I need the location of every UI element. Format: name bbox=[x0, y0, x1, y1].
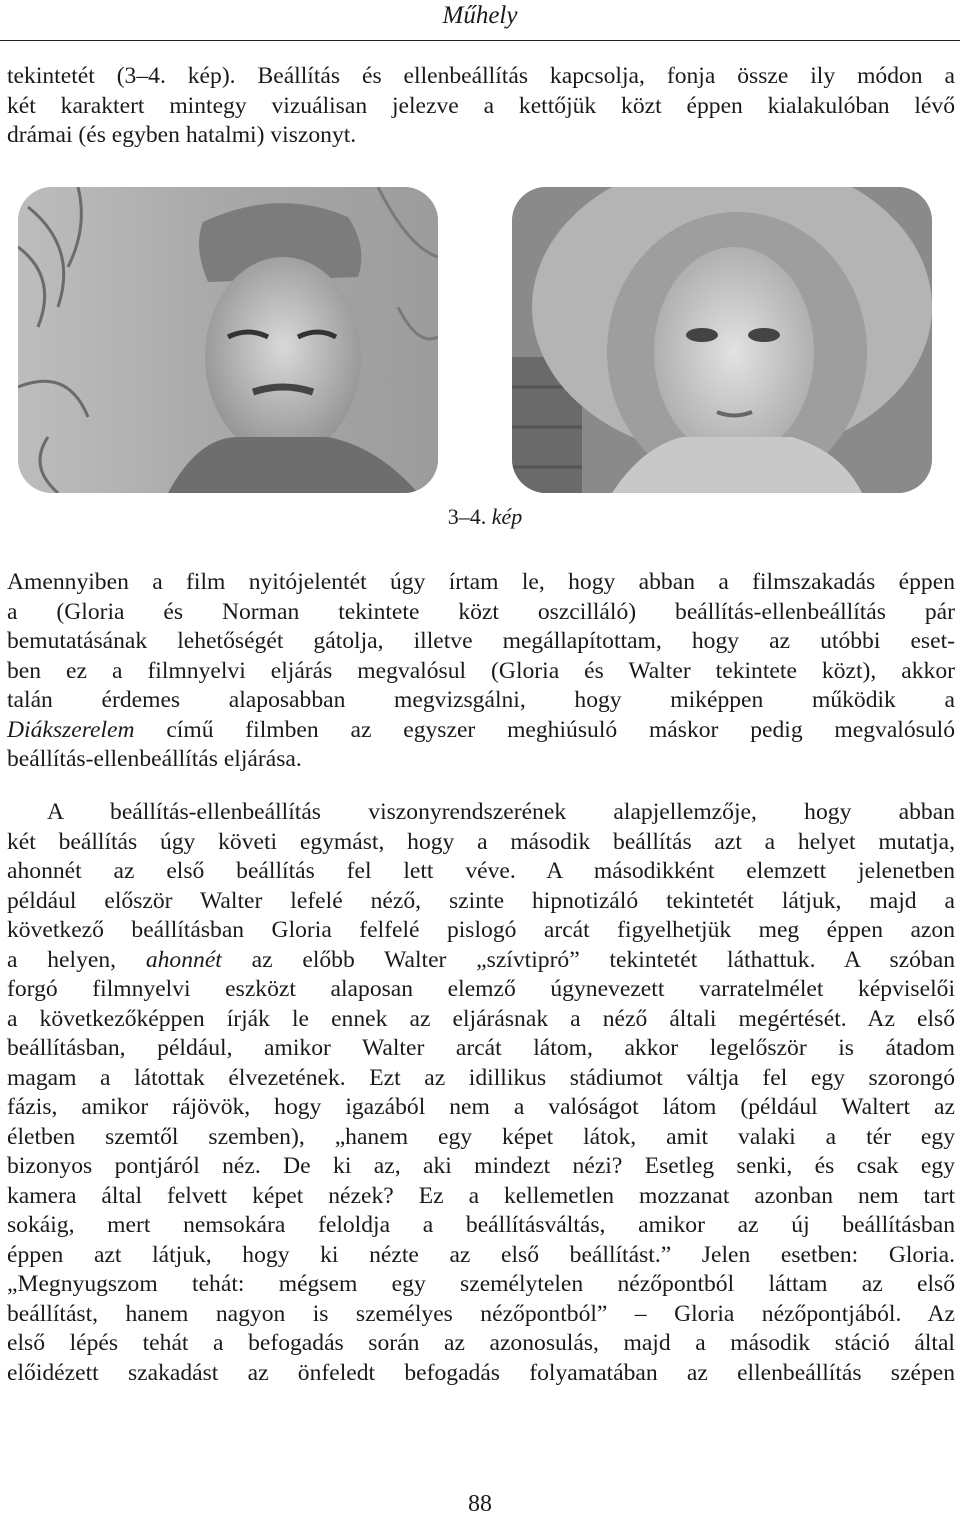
caption-number: 3–4. bbox=[447, 504, 487, 529]
text-segment: a helyen, bbox=[7, 946, 146, 973]
text-line: sokáig, mert nemsokára feloldja a beállításváltás, amikor az új beállításban bbox=[7, 1212, 955, 1238]
caption-label: kép bbox=[491, 504, 523, 529]
text-line: ben ez a filmnyelvi eljárás megvalósul (Gloria és Walter tekintete közt), akkor bbox=[7, 657, 955, 684]
film-title: Diákszerelem bbox=[7, 716, 135, 743]
text-line: A beállítás-ellenbeállítás viszonyrendszerének alapjellemzője, hogy abban bbox=[47, 799, 955, 825]
text-line: beállítás-ellenbeállítás eljárása. bbox=[7, 746, 302, 772]
text-line: forgó filmnyelvi eszközt alaposan elemző úgynevezett varratelmélet képviselői bbox=[7, 976, 955, 1002]
running-header bbox=[0, 0, 960, 41]
page-number: 88 bbox=[468, 1491, 492, 1517]
text-line: bemutatásának lehetőségét gátolja, illetve megállapítottam, hogy az utóbbi eset- bbox=[7, 628, 955, 654]
text-line: kamera által felvett képet nézek? Ez a kellemetlen mozzanat azonban nem tart bbox=[7, 1182, 955, 1209]
text-line: bizonyos pontjáról néz. De ki az, aki mindezt nézi? Esetleg senki, és csak egy bbox=[7, 1153, 955, 1179]
text-segment: című filmben az egyszer meghiúsuló máskor pedig megvalósuló bbox=[134, 716, 955, 743]
film-still-soldier bbox=[18, 187, 438, 493]
text-line: magam a látottak élvezetének. Ezt az idillikus stádiumot váltja fel egy szorongó bbox=[7, 1064, 955, 1091]
film-still-woman bbox=[512, 187, 932, 493]
text-line: talán érdemes alaposabban megvizsgálni, hogy miképpen működik a bbox=[7, 687, 955, 713]
text-line: például először Walter lefelé néző, szinte hipnotizáló tekintetét látjuk, majd a bbox=[7, 887, 955, 914]
section-title: Műhely bbox=[442, 2, 518, 29]
text-line: két beállítás úgy követi egymást, hogy a második beállítás azt a helyet mutatja, bbox=[7, 828, 955, 855]
text-line: fázis, amikor rájövök, hogy igazából nem a valóságot látom (például Waltert az bbox=[7, 1094, 955, 1120]
text-line: két karaktert mintegy vizuálisan jelezve a kettőjük közt éppen kialakulóban lévő bbox=[7, 92, 955, 119]
text-line: „Megnyugszom tehát: mégsem egy személytelen nézőpontból láttam az első bbox=[7, 1271, 955, 1297]
text-line: ahonnét az első beállítás fel lett véve. A másodikként elemzett jelenetben bbox=[7, 858, 955, 884]
text-line: beállítást, hanem nagyon is személyes nézőpontból” – Gloria nézőpontjából. Az bbox=[7, 1300, 955, 1327]
text-line: életben szemtől szemben), „hanem egy képet látok, amit valaki a tér egy bbox=[7, 1123, 955, 1150]
text-line: beállításban, például, amikor Walter arcát látom, akkor legelőször is átadom bbox=[7, 1035, 955, 1061]
text-line bbox=[7, 946, 955, 976]
paragraph-suture-theory bbox=[7, 798, 955, 1388]
text-line: tekintetét (3–4. kép). Beállítás és ellenbeállítás kapcsolja, fonja össze ily módon a bbox=[7, 63, 955, 89]
text-line: éppen azt látjuk, hogy ki nézte az első beállítást.” Jelen esetben: Gloria. bbox=[7, 1241, 955, 1268]
text-line: a következőképpen írják le ennek az eljárásnak a néző általi megértését. Az első bbox=[7, 1005, 955, 1032]
paragraph-analysis bbox=[7, 568, 955, 775]
text-line: következő beállításban Gloria felfelé pislogó arcát figyelhetjük meg éppen azon bbox=[7, 917, 955, 943]
text-line: előidézett szakadást az önfeledt befogadás folyamatában az ellenbeállítás szépen bbox=[7, 1359, 955, 1386]
emphasis: ahonnét bbox=[145, 946, 222, 973]
text-line: első lépés tehát a befogadás során az azonosulás, majd a második stáció által bbox=[7, 1330, 955, 1356]
paragraph-intro bbox=[7, 62, 955, 151]
text-line: a (Gloria és Norman tekintete közt oszcilláló) beállítás-ellenbeállítás pár bbox=[7, 598, 955, 625]
figure-caption bbox=[0, 503, 960, 531]
text-segment: az előbb Walter „szívtipró” tekintetét láthattuk. A szóban bbox=[221, 946, 955, 973]
text-line: Amennyiben a film nyitójelentét úgy írtam le, hogy abban a filmszakadás éppen bbox=[7, 569, 955, 595]
text-line bbox=[7, 716, 955, 746]
text-line: drámai (és egyben hatalmi) viszonyt. bbox=[7, 122, 357, 148]
